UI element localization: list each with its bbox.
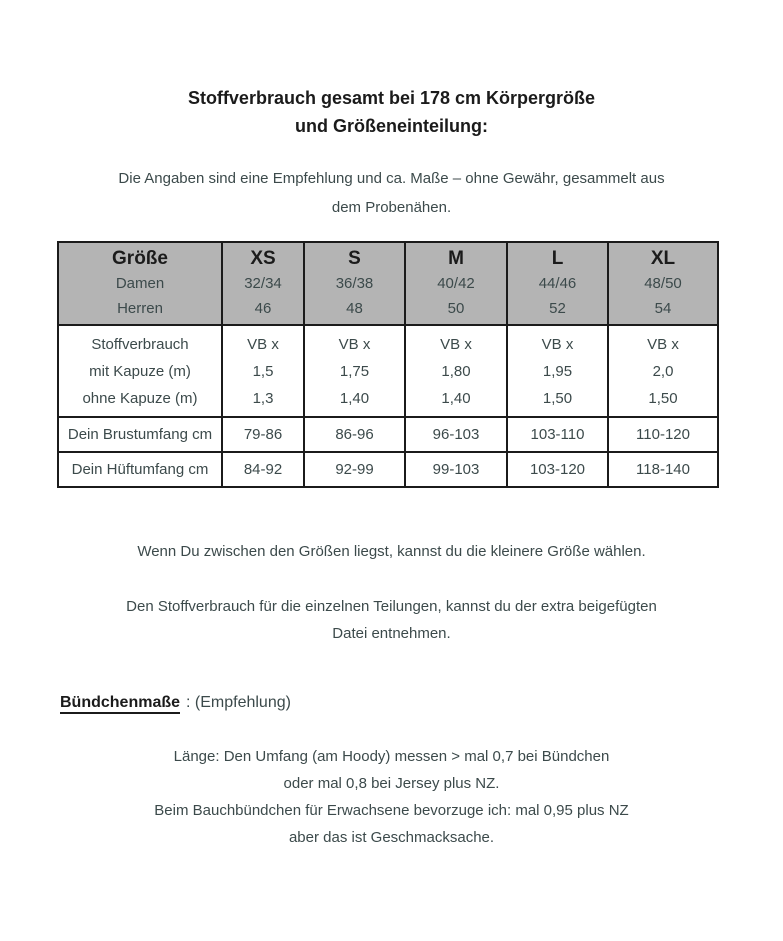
damen-value-xl: 48/50 [644,275,682,292]
intro-line1: Die Angaben sind eine Empfehlung und ca. Maße – ohne Gewähr, gesammelt aus [118,170,665,187]
consumption-cell-s [304,325,405,417]
header-cell-xl [608,242,718,325]
size-name-xl: XL [650,248,676,269]
chest-value-s: 86-96 [304,417,405,452]
consumption-label-line1: Stoffverbrauch [91,336,189,353]
mit-kapuze-l: 1,95 [542,363,573,380]
mit-kapuze-s: 1,75 [339,363,370,380]
chest-label-cell: Dein Brustumfang cm [58,417,222,452]
ohne-kapuze-xs: 1,3 [252,390,274,407]
vb-prefix-l: VB x [541,336,574,353]
document-page [0,84,783,941]
cuff-heading-label: Bündchenmaße [60,694,180,714]
chest-row [58,417,718,452]
damen-value-s: 36/38 [335,275,374,292]
hip-value-xl: 118-140 [608,452,718,487]
ohne-kapuze-m: 1,40 [441,390,471,407]
size-name-m: M [448,248,464,269]
mit-kapuze-xs: 1,5 [252,363,274,380]
consumption-cell-m [405,325,507,417]
cuff-section-heading [60,694,783,712]
chest-value-xs: 79-86 [222,417,304,452]
herren-value-m: 50 [447,300,465,317]
intro-paragraph [0,164,783,222]
vb-prefix-xl: VB x [647,336,679,353]
consumption-label-line3: ohne Kapuze (m) [82,390,198,407]
size-name-xs: XS [250,248,276,269]
page-title-line1: Stoffverbrauch gesamt bei 178 cm Körpergröße [187,88,596,108]
header-damen-label: Damen [115,275,165,292]
consumption-label-line2: mit Kapuze (m) [89,363,191,380]
hip-value-m: 99-103 [405,452,507,487]
size-name-s: S [348,248,361,269]
note-extra-file [0,593,783,647]
herren-value-xs: 46 [254,300,272,317]
consumption-label-cell [58,325,222,417]
consumption-cell-l [507,325,608,417]
header-cell-s [304,242,405,325]
damen-value-xs: 32/34 [244,275,282,292]
vb-prefix-s: VB x [338,336,371,353]
mit-kapuze-m: 1,80 [441,363,471,380]
header-cell-m [405,242,507,325]
cuff-line4: aber das ist Geschmacksache. [288,829,495,846]
herren-value-s: 48 [346,300,363,317]
cuff-line2: oder mal 0,8 bei Jersey plus NZ. [283,775,500,792]
consumption-cell-xs [222,325,304,417]
cuff-line1: Länge: Den Umfang (am Hoody) messen > mal 0,7 bei Bündchen [173,748,610,765]
damen-value-m: 40/42 [437,275,475,292]
cuff-line3: Beim Bauchbündchen für Erwachsene bevorzuge ich: mal 0,95 plus NZ [154,802,629,819]
cuff-heading-suffix: : (Empfehlung) [186,694,291,711]
vb-prefix-xs: VB x [247,336,279,353]
header-herren-label: Herren [117,300,163,317]
table-header-row [58,242,718,325]
herren-value-xl: 54 [654,300,672,317]
chest-value-m: 96-103 [405,417,507,452]
hip-value-l: 103-120 [507,452,608,487]
size-table [57,241,719,488]
damen-value-l: 44/46 [538,275,577,292]
note-size-between: Wenn Du zwischen den Größen liegst, kannst du die kleinere Größe wählen. [137,543,646,560]
chest-value-l: 103-110 [507,417,608,452]
hip-value-s: 92-99 [304,452,405,487]
header-label-cell [58,242,222,325]
header-groesse-label: Größe [112,248,168,269]
header-cell-l [507,242,608,325]
intro-line2: dem Probenähen. [331,199,452,216]
note-extra-file-line1: Den Stoffverbrauch für die einzelnen Teilungen, kannst du der extra beigefügten [126,598,657,615]
note-extra-file-line2: Datei entnehmen. [332,625,451,642]
cuff-instructions [0,743,783,851]
hip-label-cell: Dein Hüftumfang cm [58,452,222,487]
ohne-kapuze-s: 1,40 [339,390,370,407]
vb-prefix-m: VB x [440,336,472,353]
page-title-line2: und Größeneinteilung: [295,116,488,136]
fabric-consumption-row [58,325,718,417]
consumption-cell-xl [608,325,718,417]
ohne-kapuze-l: 1,50 [542,390,573,407]
ohne-kapuze-xl: 1,50 [648,390,678,407]
size-name-l: L [551,248,564,269]
mit-kapuze-xl: 2,0 [652,363,674,380]
hip-row [58,452,718,487]
chest-value-xl: 110-120 [608,417,718,452]
herren-value-l: 52 [549,300,566,317]
hip-value-xs: 84-92 [222,452,304,487]
page-title [0,84,783,140]
header-cell-xs [222,242,304,325]
